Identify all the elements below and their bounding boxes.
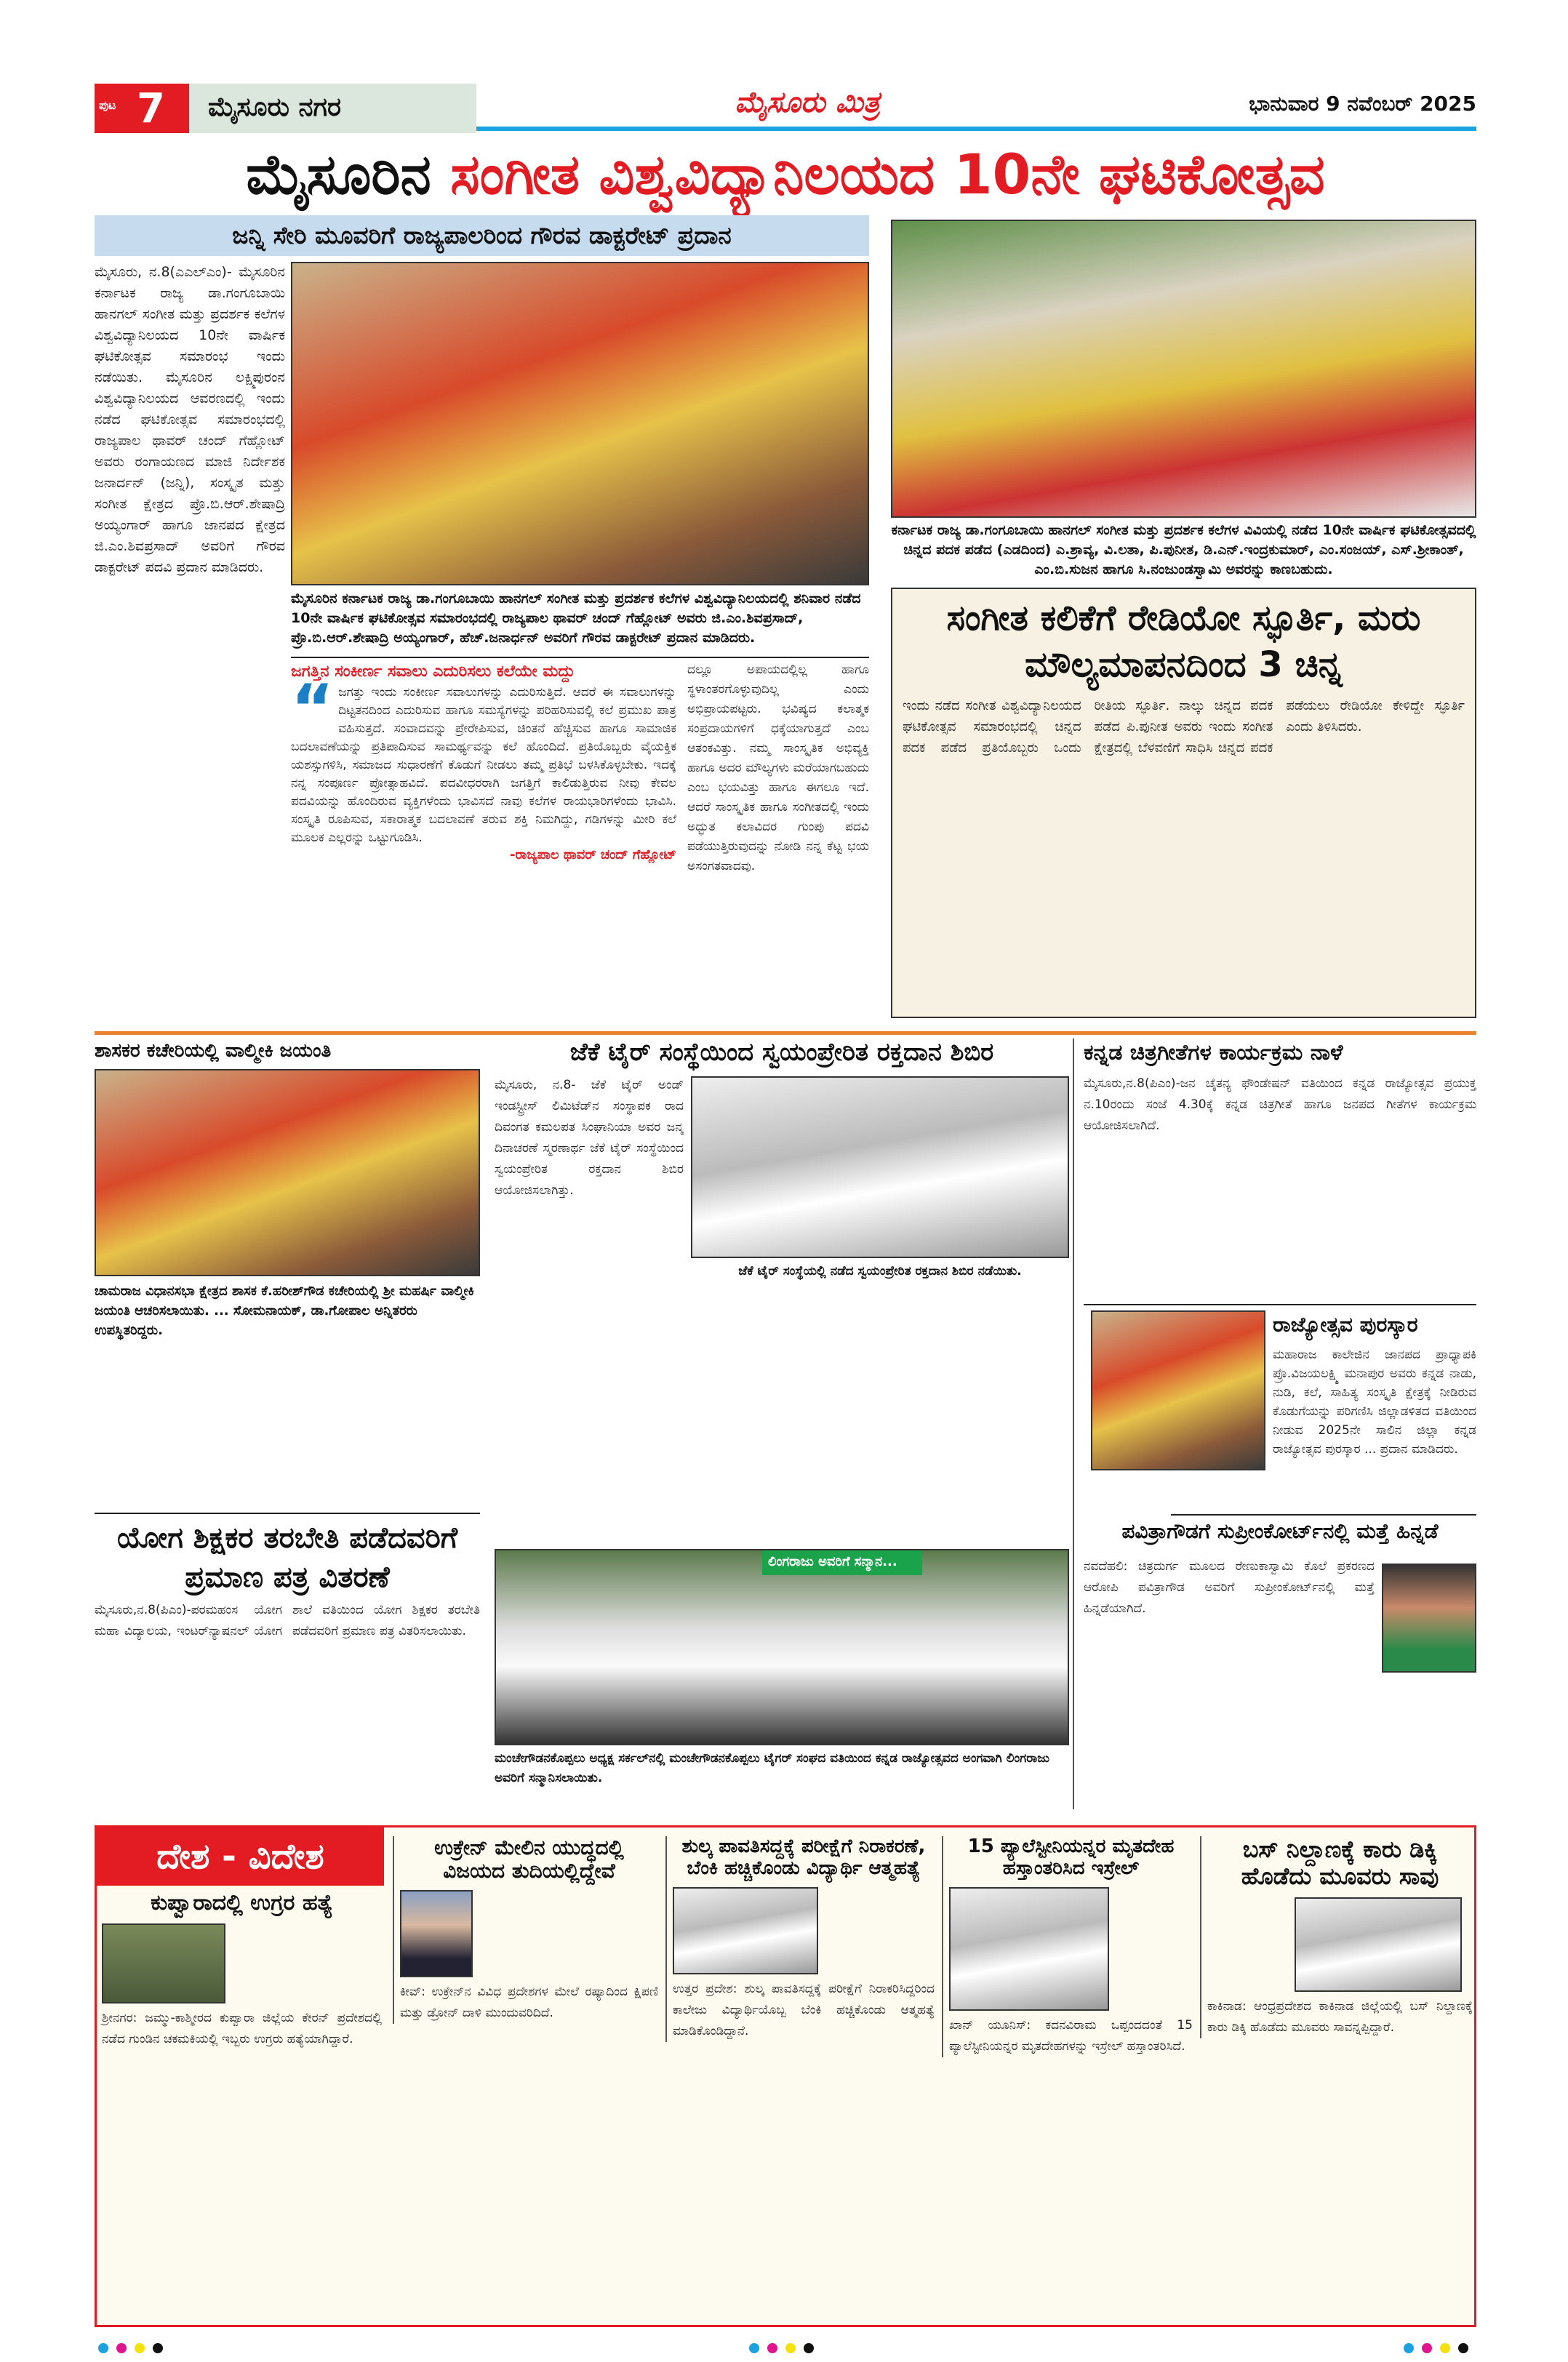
registration-dot-magenta bbox=[1422, 2343, 1432, 2353]
film-songs-body: ಮೈಸೂರು,ನ.8(ಪಿಎಂ)-ಜನ ಚೈತನ್ಯ ಫೌಂಡೇಷನ್ ವತಿಯಿಂದ ಕನ್ನಡ ರಾಜ್ಯೋತ್ಸವ ಪ್ರಯುಕ್ತ ನ.10ರಂದು ಸಂಜೆ 4.30ಕ್ಕೆ ಕನ್ನಡ ಚಿತ್ರಗೀತೆ ಹಾಗೂ ಜನಪದ ಗೀತೆಗಳ ಕಾರ್ಯಕ್ರಮ ಆಯೋಜಿಸಲಾಗಿದೆ. bbox=[1084, 1076, 1476, 1133]
article-headline: ಬಸ್ ನಿಲ್ದಾಣಕ್ಕೆ ಕಾರು ಡಿಕ್ಕಿ ಹೊಡೆದು ಮೂವರು ಸಾವು bbox=[1241, 1835, 1439, 1890]
article-kupwara bbox=[102, 1891, 382, 2050]
article-headline: ಶುಲ್ಕ ಪಾವತಿಸದ್ದಕ್ಕೆ ಪರೀಕ್ಷೆಗೆ ನಿರಾಕರಣೆ, ಬೆಂಕಿ ಹಚ್ಚಿಕೊಂಡು ವಿದ್ಯಾರ್ಥಿ ಆತ್ಮಹತ್ಯೆ bbox=[681, 1835, 926, 1879]
header-rule bbox=[476, 127, 1476, 131]
blood-camp-body: ಮೈಸೂರು, ನ.8- ಜೆಕೆ ಟೈರ್ ಅಂಡ್ ಇಂಡಸ್ಟ್ರೀಸ್ ಲಿಮಿಟೆಡ್‌ನ ಸಂಸ್ಥಾಪಕ ರಾದ ದಿವಂಗತ ಕಮಲಪತ ಸಿಂಘಾನಿಯಾ ಅವರ ಜನ್ಮ ದಿನಾಚರಣೆ ಸ್ಮರಣಾರ್ಥ ಜೆಕೆ ಟೈರ್ ಸಂಸ್ಥೆಯಿಂದ ಸ್ವಯಂಪ್ರೇರಿತ ರಕ್ತದಾನ ಶಿಬಿರ ಆಯೋಜಿಸಲಾಗಿತ್ತು. bbox=[495, 1078, 684, 1198]
quote-title: ಜಗತ್ತಿನ ಸಂಕೀರ್ಣ ಸವಾಲು ಎದುರಿಸಲು ಕಲೆಯೇ ಮದ್ದು bbox=[291, 662, 575, 681]
masthead-logo: ಮೈಸೂರು ಮಿತ್ರ bbox=[735, 86, 880, 119]
issue-date: ಭಾನುವಾರ 9 ನವೆಂಬರ್ 2025 bbox=[1249, 92, 1476, 116]
article-body: ಶ್ರೀನಗರ: ಜಮ್ಮು-ಕಾಶ್ಮೀರದ ಕುಪ್ವಾರಾ ಜಿಲ್ಲೆಯ ಕೇರನ್ ಪ್ರದೇಶದಲ್ಲಿ ನಡೆದ ಗುಂಡಿನ ಚಕಮಕಿಯಲ್ಲಿ ಇಬ್ಬರು ಉಗ್ರರು ಹತ್ಯೆಯಾಗಿದ್ದಾರೆ. bbox=[102, 2010, 382, 2046]
main-subhead: ಜನ್ನಿ ಸೇರಿ ಮೂವರಿಗೆ ರಾಜ್ಯಪಾಲರಿಂದ ಗೌರವ ಡಾಕ್ಟರೇಟ್ ಪ್ರದಾನ bbox=[95, 215, 869, 256]
yoga-headline: ಯೋಗ ಶಿಕ್ಷಕರ ತರಬೇತಿ ಪಡೆದವರಿಗೆ ಪ್ರಮಾಣ ಪತ್ರ ವಿತರಣೆ bbox=[117, 1521, 457, 1594]
blood-camp-photo-caption: ಜೆಕೆ ಟೈರ್ ಸಂಸ್ಥೆಯಲ್ಲಿ ನಡೆದ ಸ್ವಯಂಪ್ರೇರಿತ ರಕ್ತದಾನ ಶಿಬಿರ ನಡೆಯಿತು. bbox=[738, 1264, 1022, 1278]
kupwara-photo bbox=[102, 1923, 225, 2003]
article-headline: ಕುಪ್ವಾರಾದಲ್ಲಿ ಉಗ್ರರ ಹತ್ಯೆ bbox=[151, 1890, 333, 1915]
desha-videsha-label: ದೇಶ - ವಿದೇಶ bbox=[97, 1827, 384, 1886]
israel-photo bbox=[949, 1887, 1109, 2011]
article-israel bbox=[942, 1836, 1193, 2057]
lingaraju-caption: ಮಂಚೇಗೌಡನಕೊಪ್ಪಲು ಅಧ್ಯಕ್ಷ ಸರ್ಕಲ್‌ನಲ್ಲಿ ಮಂಚೇಗೌಡನಕೊಪ್ಪಲು ಟೈಗರ್ ಸಂಘದ ವತಿಯಿಂದ ಕನ್ನಡ ರಾಜ್ಯೋತ್ಸವದ ಅಂಗವಾಗಿ ಲಿಂಗರಾಜು ಅವರಿಗೆ ಸನ್ಮಾನಿಸಲಾಯಿತು. bbox=[495, 1751, 1050, 1785]
article-bus-accident bbox=[1200, 1836, 1473, 2038]
radio-body: ಇಂದು ನಡೆದ ಸಂಗೀತ ವಿಶ್ವವಿದ್ಯಾನಿಲಯದ ಘಟಿಕೋತ್ಸವ ಸಮಾರಂಭದಲ್ಲಿ ಚಿನ್ನದ ಪದಕ ಪಡೆದ ಪ್ರತಿಯೊಬ್ಬರು ಒಂದು ರೀತಿಯ ಸ್ಫೂರ್ತಿ. ನಾಲ್ಕು ಚಿನ್ನದ ಪದಕ ಪಡೆದ ಪಿ.ಪುನೀತ ಅವರು ಇಂದು ಸಂಗೀತ ಕ್ಷೇತ್ರದಲ್ಲಿ ಬೆಳವಣಿಗೆ ಸಾಧಿಸಿ ಚಿನ್ನದ ಪದಕ ಪಡೆಯಲು ರೇಡಿಯೋ ಕೇಳಿದ್ದೇ ಸ್ಫೂರ್ತಿ ಎಂದು ತಿಳಿಸಿದರು. bbox=[903, 698, 1465, 756]
main-headline-red: ಸಂಗೀತ ವಿಶ್ವವಿದ್ಯಾನಿಲಯದ 10ನೇ ಘಟಿಕೋತ್ಸವ bbox=[450, 142, 1325, 207]
registration-dot-cyan bbox=[98, 2343, 108, 2353]
pavitra-body: ನವದೆಹಲಿ: ಚಿತ್ರದುರ್ಗ ಮೂಲದ ರೇಣುಕಾಸ್ವಾಮಿ ಕೊಲೆ ಪ್ರಕರಣದ ಆರೋಪಿ ಪವಿತ್ರಾಗೌಡ ಅವರಿಗೆ ಸುಪ್ರೀಂಕೋರ್ಟ್‌ನಲ್ಲಿ ಮತ್ತೆ ಹಿನ್ನಡೆಯಾಗಿದೆ. bbox=[1084, 1559, 1375, 1616]
blood-camp-headline: ಜೆಕೆ ಟೈರ್ ಸಂಸ್ಥೆಯಿಂದ ಸ್ವಯಂಪ್ರೇರಿತ ರಕ್ತದಾನ ಶಿಬಿರ bbox=[569, 1038, 994, 1067]
valmiki-jayanti-photo bbox=[95, 1069, 480, 1276]
medalists-photo-caption: ಕರ್ನಾಟಕ ರಾಜ್ಯ ಡಾ.ಗಂಗೂಬಾಯಿ ಹಾನಗಲ್ ಸಂಗೀತ ಮತ್ತು ಪ್ರದರ್ಶಕ ಕಲೆಗಳ ವಿವಿಯಲ್ಲಿ ನಡೆದ 10ನೇ ವಾರ್ಷಿಕ ಘಟಿಕೋತ್ಸವದಲ್ಲಿ ಚಿನ್ನದ ಪದಕ ಪಡೆದ (ಎಡದಿಂದ) ಎ.ಶ್ರಾವ್ಯ, ವಿ.ಲತಾ, ಪಿ.ಪುನೀತ, ಡಿ.ಎನ್.ಇಂದ್ರಕುಮಾರ್, ಎಂ.ಸಂಜಯ್, ಎಸ್.ಶ್ರೀಕಾಂತ್, ಎಂ.ಬಿ.ಸುಜನ ಹಾಗೂ ಸಿ.ನಂಜುಂಡಸ್ವಾಮಿ ಅವರನ್ನು ಕಾಣಬಹುದು. bbox=[891, 522, 1476, 577]
quote-author: -ರಾಜ್ಯಪಾಲ ಥಾವರ್ ಚಂದ್ ಗೆಹ್ಲೋಟ್ bbox=[510, 847, 676, 862]
main-photo-caption: ಮೈಸೂರಿನ ಕರ್ನಾಟಕ ರಾಜ್ಯ ಡಾ.ಗಂಗೂಬಾಯಿ ಹಾನಗಲ್ ಸಂಗೀತ ಮತ್ತು ಪ್ರದರ್ಶಕ ಕಲೆಗಳ ವಿಶ್ವವಿದ್ಯಾನಿಲಯದಲ್ಲಿ ಶನಿವಾರ ನಡೆದ 10ನೇ ವಾರ್ಷಿಕ ಘಟಿಕೋತ್ಸವ ಸಮಾರಂಭದಲ್ಲಿ ರಾಜ್ಯಪಾಲ ಥಾವರ್ ಚಂದ್ ಗೆಹ್ಲೋಟ್ ಅವರು ಜಿ.ಎಂ.ಶಿವಪ್ರಸಾದ್, ಪ್ರೊ.ಬಿ.ಆರ್.ಶೇಷಾದ್ರಿ ಅಯ್ಯಂಗಾರ್, ಹೆಚ್.ಜನಾರ್ಧನ್ ಅವರಿಗೆ ಗೌರವ ಡಾಕ್ಟರೇಟ್ ಪ್ರದಾನ ಮಾಡಿದರು. bbox=[291, 590, 861, 646]
article-body: ಕಾಕಿನಾಡ: ಆಂಧ್ರಪ್ರದೇಶದ ಕಾಕಿನಾಡ ಜಿಲ್ಲೆಯಲ್ಲಿ ಬಸ್ ನಿಲ್ದಾಣಕ್ಕೆ ಕಾರು ಡಿಕ್ಕಿ ಹೊಡೆದು ಮೂವರು ಸಾವನ್ನಪ್ಪಿದ್ದಾರೆ. bbox=[1207, 1998, 1473, 2035]
orange-rule bbox=[95, 1031, 1476, 1035]
main-headline bbox=[95, 140, 1476, 209]
registration-dot-cyan bbox=[1404, 2343, 1414, 2353]
quote-mark-icon: “ bbox=[291, 670, 335, 747]
exam-photo bbox=[673, 1887, 818, 1974]
rajyotsava-award-photo bbox=[1091, 1310, 1265, 1470]
article-body: ಖಾನ್ ಯೂನಿಸ್: ಕದನವಿರಾಮ ಒಪ್ಪಂದದಂತೆ 15 ಪ್ಯಾಲೆಸ್ಟೀನಿಯನ್ನರ ಮೃತದೇಹಗಳನ್ನು ಇಸ್ರೇಲ್ ಹಸ್ತಾಂತರಿಸಿದೆ. bbox=[949, 2017, 1193, 2054]
registration-dot-cyan bbox=[749, 2343, 759, 2353]
yoga-body: ಮೈಸೂರು,ನ.8(ಪಿಎಂ)-ಪರಮಹಂಸ ಯೋಗ ಮಹಾ ವಿದ್ಯಾಲಯ, ಇಂಟರ್‌ನ್ಯಾಷನಲ್ ಯೋಗ ಶಾಲೆ ವತಿಯಿಂದ ಯೋಗ ಶಿಕ್ಷಕರ ತರಬೇತಿ ಪಡೆದವರಿಗೆ ಪ್ರಮಾಣ ಪತ್ರ ವಿತರಿಸಲಾಯಿತು. bbox=[95, 1603, 480, 1638]
registration-dot-magenta bbox=[116, 2343, 127, 2353]
registration-dot-black bbox=[153, 2343, 163, 2353]
main-left-column: ಮೈಸೂರು, ನ.8(ಎಎಲ್‌ಎಂ)- ಮೈಸೂರಿನ ಕರ್ನಾಟಕ ರಾಜ್ಯ ಡಾ.ಗಂಗೂಬಾಯಿ ಹಾನಗಲ್ ಸಂಗೀತ ಮತ್ತು ಪ್ರದರ್ಶಕ ಕಲೆಗಳ ವಿಶ್ವವಿದ್ಯಾನಿಲಯದ 10ನೇ ವಾರ್ಷಿಕ ಘಟಿಕೋತ್ಸವ ಸಮಾರಂಭ ಇಂದು ನಡೆಯಿತು. ಮೈಸೂರಿನ ಲಕ್ಷ್ಮಿಪುರಂನ ವಿಶ್ವವಿದ್ಯಾನಿಲಯದ ಆವರಣದಲ್ಲಿ ಇಂದು ನಡೆದ ಘಟಿಕೋತ್ಸವ ಸಮಾರಂಭದಲ್ಲಿ ರಾಜ್ಯಪಾಲ ಥಾವರ್ ಚಂದ್ ಗೆಹ್ಲೋಟ್ ಅವರು ರಂಗಾಯಣದ ಮಾಜಿ ನಿರ್ದೇಶಕ ಜನಾರ್ದನ್ (ಜನ್ನಿ), ಸಂಸ್ಕೃತ ಮತ್ತು ಸಂಗೀತ ಕ್ಷೇತ್ರದ ಪ್ರೊ.ಬಿ.ಆರ್.ಶೇಷಾದ್ರಿ ಅಯ್ಯಂಗಾರ್ ಹಾಗೂ ಜಾನಪದ ಕ್ಷೇತ್ರದ ಜಿ.ಎಂ.ಶಿವಪ್ರಸಾದ್ ಅವರಿಗೆ ಗೌರವ ಡಾಕ್ಟರೇಟ್ ಪದವಿ ಪ್ರದಾನ ಮಾಡಿದರು. bbox=[95, 264, 285, 575]
page-label: ಪುಟ bbox=[99, 98, 116, 112]
page-number: 7 bbox=[137, 85, 165, 132]
rajyotsava-headline: ರಾಜ್ಯೋತ್ಸವ ಪುರಸ್ಕಾರ bbox=[1273, 1313, 1418, 1337]
main-side-text: ದಲ್ಲೂ ಅಪಾಯದಲ್ಲಿಲ್ಲ ಹಾಗೂ ಸ್ಥಳಾಂತರಗೊಳ್ಳುವುದಿಲ್ಲ ಎಂದು ಅಭಿಪ್ರಾಯಪಟ್ಟರು. ಭವಿಷ್ಯದ ಕಲಾತ್ಮಕ ಸಂಪ್ರದಾಯಗಳಿಗೆ ಧಕ್ಕೆಯಾಗುತ್ತದೆ ಎಂಬ ಆತಂಕವಿತ್ತು. ನಮ್ಮ ಸಾಂಸ್ಕೃತಿಕ ಅಭಿವ್ಯಕ್ತಿ ಹಾಗೂ ಅದರ ಮೌಲ್ಯಗಳು ಮರೆಯಾಗಬಹುದು ಎಂಬ ಭಯವಿತ್ತು ಹಾಗೂ ಈಗಲೂ ಇದೆ. ಆದರೆ ಸಾಂಸ್ಕೃತಿಕ ಹಾಗೂ ಸಂಗೀತದಲ್ಲಿ ಇಂದು ಅದ್ಭುತ ಕಲಾವಿದರ ಗುಂಪು ಪದವಿ ಪಡೆಯುತ್ತಿರುವುದನ್ನು ನೋಡಿ ನನ್ನ ಕೆಟ್ಟ ಭಯ ಅಸಂಗತವಾದವು. bbox=[687, 662, 869, 873]
radio-article bbox=[891, 588, 1476, 1018]
registration-dot-magenta bbox=[767, 2343, 777, 2353]
article-headline: ಉಕ್ರೇನ್ ಮೇಲಿನ ಯುದ್ಧದಲ್ಲಿ ವಿಜಯದ ತುದಿಯಲ್ಲಿದ್ದೇವೆ bbox=[434, 1835, 624, 1883]
article-headline: 15 ಪ್ಯಾಲೆಸ್ಟೀನಿಯನ್ನರ ಮೃತದೇಹ ಹಸ್ತಾಂತರಿಸಿದ ಇಸ್ರೇಲ್ bbox=[967, 1835, 1175, 1879]
gold-medalists-photo bbox=[891, 220, 1476, 518]
registration-dot-yellow bbox=[785, 2343, 796, 2353]
quote-box bbox=[291, 660, 676, 878]
page-number-badge bbox=[95, 84, 189, 133]
article-ukraine bbox=[393, 1836, 658, 2024]
blood-donation-photo bbox=[691, 1076, 1069, 1258]
valmiki-caption: ಚಾಮರಾಜ ವಿಧಾನಸಭಾ ಕ್ಷೇತ್ರದ ಶಾಸಕ ಕೆ.ಹರೀಶ್‌ಗೌಡ ಕಚೇರಿಯಲ್ಲಿ ಶ್ರೀ ಮಹರ್ಷಿ ವಾಲ್ಮೀಕಿ ಜಯಂತಿ ಆಚರಿಸಲಾಯಿತು. ... ಸೋಮನಾಯಕ್, ಡಾ.ಗೋಪಾಲ ಅನ್ನಿತರರು ಉಪಸ್ಥಿತರಿದ್ದರು. bbox=[95, 1284, 474, 1338]
article-body: ಕೀವ್: ಉಕ್ರೇನ್‌ನ ವಿವಿಧ ಪ್ರದೇಶಗಳ ಮೇಲೆ ರಷ್ಯಾದಿಂದ ಕ್ಷಿಪಣಿ ಮತ್ತು ಡ್ರೋನ್ ದಾಳಿ ಮುಂದುವರಿದಿದೆ. bbox=[400, 1985, 658, 2021]
pavitra-photo bbox=[1382, 1564, 1476, 1673]
film-songs-headline: ಕನ್ನಡ ಚಿತ್ರಗೀತೆಗಳ ಕಾರ್ಯಕ್ರಮ ನಾಳೆ bbox=[1084, 1040, 1343, 1065]
putin-photo bbox=[400, 1890, 473, 1977]
radio-headline: ಸಂಗೀತ ಕಲಿಕೆಗೆ ರೇಡಿಯೋ ಸ್ಫೂರ್ತಿ, ಮರು ಮೌಲ್ಯಮಾಪನದಿಂದ 3 ಚಿನ್ನ bbox=[946, 598, 1421, 685]
registration-dot-black bbox=[804, 2343, 814, 2353]
valmiki-headline: ಶಾಸಕರ ಕಚೇರಿಯಲ್ಲಿ ವಾಲ್ಮೀಕಿ ಜಯಂತಿ bbox=[95, 1040, 332, 1062]
column-divider bbox=[1073, 1038, 1074, 1809]
article-student bbox=[665, 1836, 935, 2042]
accident-photo bbox=[1295, 1897, 1462, 1992]
quote-text: ಜಗತ್ತು ಇಂದು ಸಂಕೀರ್ಣ ಸವಾಲುಗಳನ್ನು ಎದುರಿಸುತ್ತಿದೆ. ಆದರೆ ಈ ಸವಾಲುಗಳನ್ನು ದಿಟ್ಟತನದಿಂದ ಎದುರಿಸುವ ಹಾಗೂ ಸಮಸ್ಯೆಗಳನ್ನು ಪರಿಹರಿಸುವಲ್ಲಿ ಕಲೆ ಪ್ರಮುಖ ಪಾತ್ರ ವಹಿಸುತ್ತದೆ. ಸಂವಾದವನ್ನು ಪ್ರೇರೇಪಿಸುವ, ಚಿಂತನೆ ಹೆಚ್ಚಿಸುವ ಹಾಗೂ ಸಾಮಾಜಿಕ ಬದಲಾವಣೆಯನ್ನು ಪ್ರತಿಪಾದಿಸುವ ಸಾಮರ್ಥ್ಯವನ್ನು ಕಲೆ ಹೊಂದಿದೆ. ಪ್ರತಿಯೊಬ್ಬರು ವೈಯಕ್ತಿಕ ಯಶಸ್ಸುಗಳಿಸಿ, ಸಮಾಜದ ಸುಧಾರಣೆಗೆ ಕೊಡುಗೆ ನೀಡಲು ತಮ್ಮ ಪ್ರತಿಭೆ ಬಳಸಿಕೊಳ್ಳಬೇಕು. ಇದಕ್ಕೆ ನನ್ನ ಸಂಪೂರ್ಣ ಪ್ರೋತ್ಸಾಹವಿದೆ. ಪದವೀಧರರಾಗಿ ಜಗತ್ತಿಗೆ ಕಾಲಿಡುತ್ತಿರುವ ನೀವು ಕೇವಲ ಪದವಿಯನ್ನು ಹೊಂದಿರುವ ವ್ಯಕ್ತಿಗಳೆಂದು ಭಾವಿಸದೆ ನಾವು ಕಲೆಗಳ ರಾಯಭಾರಿಗಳೆಂದು ಭಾವಿಸಿ. ಸಂಸ್ಕೃತಿ ರೂಪಿಸುವ, ಸಕಾರಾತ್ಮಕ ಬದಲಾವಣೆ ತರುವ ಶಕ್ತಿ ನಿಮಗಿದ್ದು, ಗಡಿಗಳನ್ನು ಮೀರಿ ಕಲೆ ಮೂಲಕ ಎಲ್ಲರನ್ನು ಒಟ್ಟುಗೂಡಿಸಿ. bbox=[291, 685, 676, 845]
rajyotsava-body: ಮಹಾರಾಜ ಕಾಲೇಜಿನ ಜಾನಪದ ಪ್ರಾಧ್ಯಾಪಕಿ ಪ್ರೊ.ವಿಜಯಲಕ್ಷ್ಮಿ ಮನಾಪುರ ಅವರು ಕನ್ನಡ ನಾಡು, ನುಡಿ, ಕಲೆ, ಸಾಹಿತ್ಯ ಸಂಸ್ಕೃತಿ ಕ್ಷೇತ್ರಕ್ಕೆ ನೀಡಿರುವ ಕೊಡುಗೆಯನ್ನು ಪರಿಗಣಿಸಿ ಜಿಲ್ಲಾಡಳಿತದ ವತಿಯಿಂದ ನೀಡುವ 2025ನೇ ಸಾಲಿನ ಜಿಲ್ಲಾ ಕನ್ನಡ ರಾಜ್ಯೋತ್ಸವ ಪುರಸ್ಕಾರ ... ಪ್ರದಾನ ಮಾಡಿದರು. bbox=[1273, 1348, 1476, 1457]
convocation-main-photo bbox=[291, 262, 869, 585]
registration-dot-yellow bbox=[135, 2343, 145, 2353]
lingaraju-banner: ಲಿಂಗರಾಜು ಅವರಿಗೆ ಸನ್ಮಾನ... bbox=[762, 1550, 922, 1575]
lingaraju-felicitation-photo bbox=[495, 1549, 1069, 1745]
main-headline-black: ಮೈಸೂರಿನ bbox=[246, 142, 431, 207]
section-title: ಮೈಸೂರು ನಗರ bbox=[189, 84, 476, 133]
registration-dot-black bbox=[1458, 2343, 1468, 2353]
pavitra-headline: ಪವಿತ್ರಾಗೌಡಗೆ ಸುಪ್ರೀಂಕೋರ್ಟ್‌ನಲ್ಲಿ ಮತ್ತೆ ಹಿನ್ನಡೆ bbox=[1121, 1519, 1439, 1543]
registration-dot-yellow bbox=[1440, 2343, 1450, 2353]
article-body: ಉತ್ತರ ಪ್ರದೇಶ: ಶುಲ್ಕ ಪಾವತಿಸದ್ದಕ್ಕೆ ಪರೀಕ್ಷೆಗೆ ನಿರಾಕರಿಸಿದ್ದರಿಂದ ಕಾಲೇಜು ವಿದ್ಯಾರ್ಥಿಯೊಬ್ಬ ಬೆಂಕಿ ಹಚ್ಚಿಕೊಂಡು ಆತ್ಮಹತ್ಯೆ ಮಾಡಿಕೊಂಡಿದ್ದಾನೆ. bbox=[673, 1981, 935, 2038]
